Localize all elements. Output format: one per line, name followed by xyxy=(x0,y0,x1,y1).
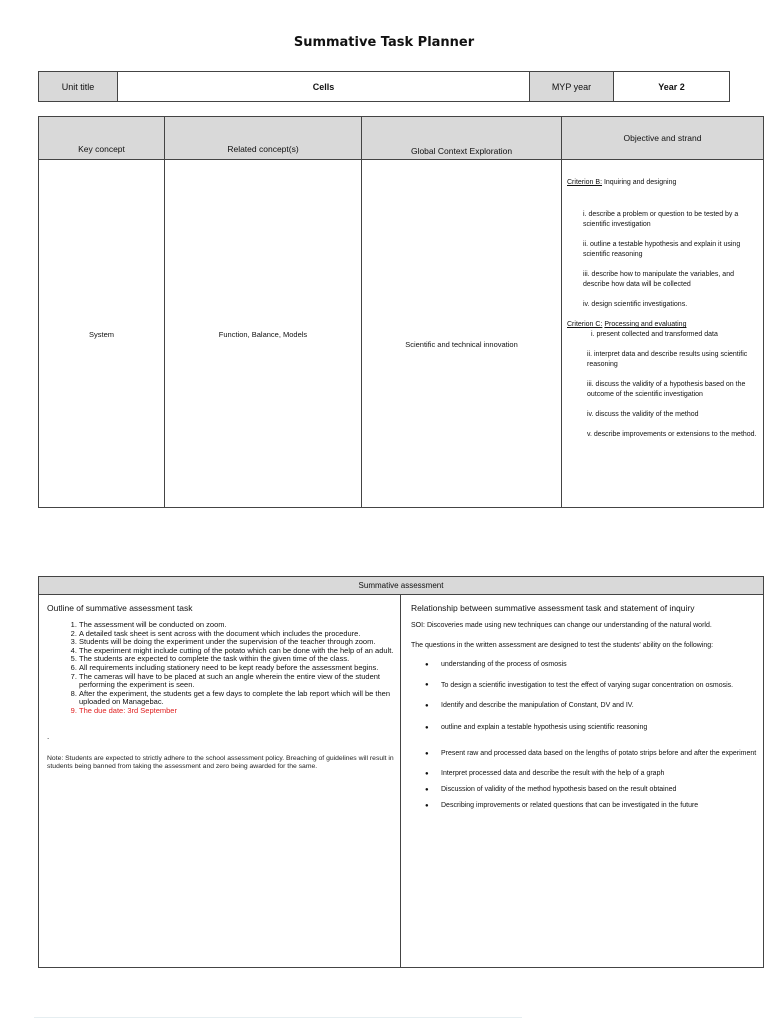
skill-item: ● Present raw and processed data based on the lengths of potato strips before and after the experiment xyxy=(441,743,757,765)
task-item: 4. The experiment might include cutting of the potato which can be done with the help of an adult. xyxy=(79,647,394,656)
task-item: 3. Students will be doing the experiment under the supervision of the teacher through zoom. xyxy=(79,638,394,647)
criterion-c-item: v. describe improvements or extensions to the method. xyxy=(587,431,757,438)
summative-outline-cell xyxy=(39,595,401,968)
myp-year-value: Year 2 xyxy=(658,81,685,92)
task-item: 5. The students are expected to complete the task within the given time of the class. xyxy=(79,655,394,664)
criterion-c-heading xyxy=(567,320,759,330)
task-list xyxy=(47,621,394,716)
header-related-concepts: Related concept(s) xyxy=(165,117,362,159)
header-global-context: Global Context Exploration xyxy=(362,117,562,159)
criterion-b-item: ii. outline a testable hypothesis and explain it using scientific reasoning xyxy=(583,241,741,258)
related-concepts-value: Function, Balance, Models xyxy=(165,160,362,508)
skill-item: ● Interpret processed data and describe the result with the help of a graph xyxy=(441,767,757,781)
policy-note: Note: Students are expected to strictly adhere to the school assessment policy. Breaching of guidelines will result in students being banned from taking the assessment and zero being awarded for the same. xyxy=(47,754,394,770)
unit-title-value: Cells xyxy=(118,72,530,101)
questions-intro: The questions in the written assessment are designed to test the students' ability on the following: xyxy=(411,641,714,649)
criterion-c-item: iv. discuss the validity of the method xyxy=(587,411,699,418)
header-objective-strand: Objective and strand xyxy=(623,133,702,143)
task-item: 7. The cameras will have to be placed at such an angle wherein the entire view of the student performing the experiment is seen. xyxy=(79,673,394,690)
stray-dot: . xyxy=(47,731,50,741)
concept-table xyxy=(38,116,764,508)
due-date-item: 9. The due date: 3rd September xyxy=(79,707,394,716)
skill-item: ● Discussion of validity of the method hypothesis based on the result obtained xyxy=(441,783,757,797)
criterion-c-item: i. present collected and transformed data xyxy=(591,331,718,338)
header-key-concept: Key concept xyxy=(39,117,165,159)
skill-item: ● Describing improvements or related questions that can be investigated in the future xyxy=(441,799,757,813)
criterion-c-item: iii. discuss the validity of a hypothesis based on the outcome of the scientific investigation xyxy=(587,381,746,398)
criterion-c-name: Processing and evaluating xyxy=(604,321,687,328)
skills-list xyxy=(411,658,757,813)
unit-info-row xyxy=(38,71,730,102)
criterion-b-heading xyxy=(567,178,759,188)
relationship-title: Relationship between summative assessment task and statement of inquiry xyxy=(411,603,695,613)
skill-item: ● Identify and describe the manipulation of Constant, DV and IV. xyxy=(441,699,757,713)
criterion-b-item: iv. design scientific investigations. xyxy=(583,301,688,308)
concept-table-body xyxy=(39,160,763,508)
criterion-b-title: Criterion B: xyxy=(567,179,603,186)
unit-title-label: Unit title xyxy=(39,72,118,101)
criterion-b-name: Inquiring and designing xyxy=(603,179,677,186)
page-bottom-divider xyxy=(34,1017,522,1018)
global-context-value: Scientific and technical innovation xyxy=(362,160,562,508)
objective-strand-cell xyxy=(562,160,763,508)
skill-item: ● outline and explain a testable hypothesis using scientific reasoning xyxy=(441,721,757,735)
criterion-c-item: ii. interpret data and describe results using scientific reasoning xyxy=(587,351,748,368)
page-title: Summative Task Planner xyxy=(293,35,475,50)
criterion-b-item: iii. describe how to manipulate the variables, and describe how data will be collected xyxy=(583,271,734,288)
summative-body xyxy=(39,595,763,968)
key-concept-value: System xyxy=(39,160,165,508)
criterion-b-item: i. describe a problem or question to be tested by a scientific investigation xyxy=(583,211,739,228)
summative-assessment-table xyxy=(38,576,764,968)
outline-title: Outline of summative assessment task xyxy=(47,603,193,613)
task-item: 2. A detailed task sheet is sent across with the document which includes the procedure. xyxy=(79,630,394,639)
summative-relationship-cell xyxy=(401,595,763,968)
summative-header: Summative assessment xyxy=(39,577,763,595)
task-item: 6. All requirements including stationery need to be kept ready before the assessment begins. xyxy=(79,664,394,673)
statement-of-inquiry: SOI: Discoveries made using new techniques can change our understanding of the natural world. xyxy=(411,622,712,629)
skill-item: ● To design a scientific investigation to test the effect of varying sugar concentration on osmosis. xyxy=(441,680,757,691)
concept-table-header xyxy=(39,117,763,160)
criterion-c-title: Criterion C: xyxy=(567,321,603,328)
task-item: 8. After the experiment, the students get a few days to complete the lab report which will be then uploaded on Managebac. xyxy=(79,690,394,707)
skill-item: ● understanding of the process of osmosis xyxy=(441,658,757,672)
task-item: 1. The assessment will be conducted on zoom. xyxy=(79,621,394,630)
myp-year-label: MYP year xyxy=(530,72,614,101)
